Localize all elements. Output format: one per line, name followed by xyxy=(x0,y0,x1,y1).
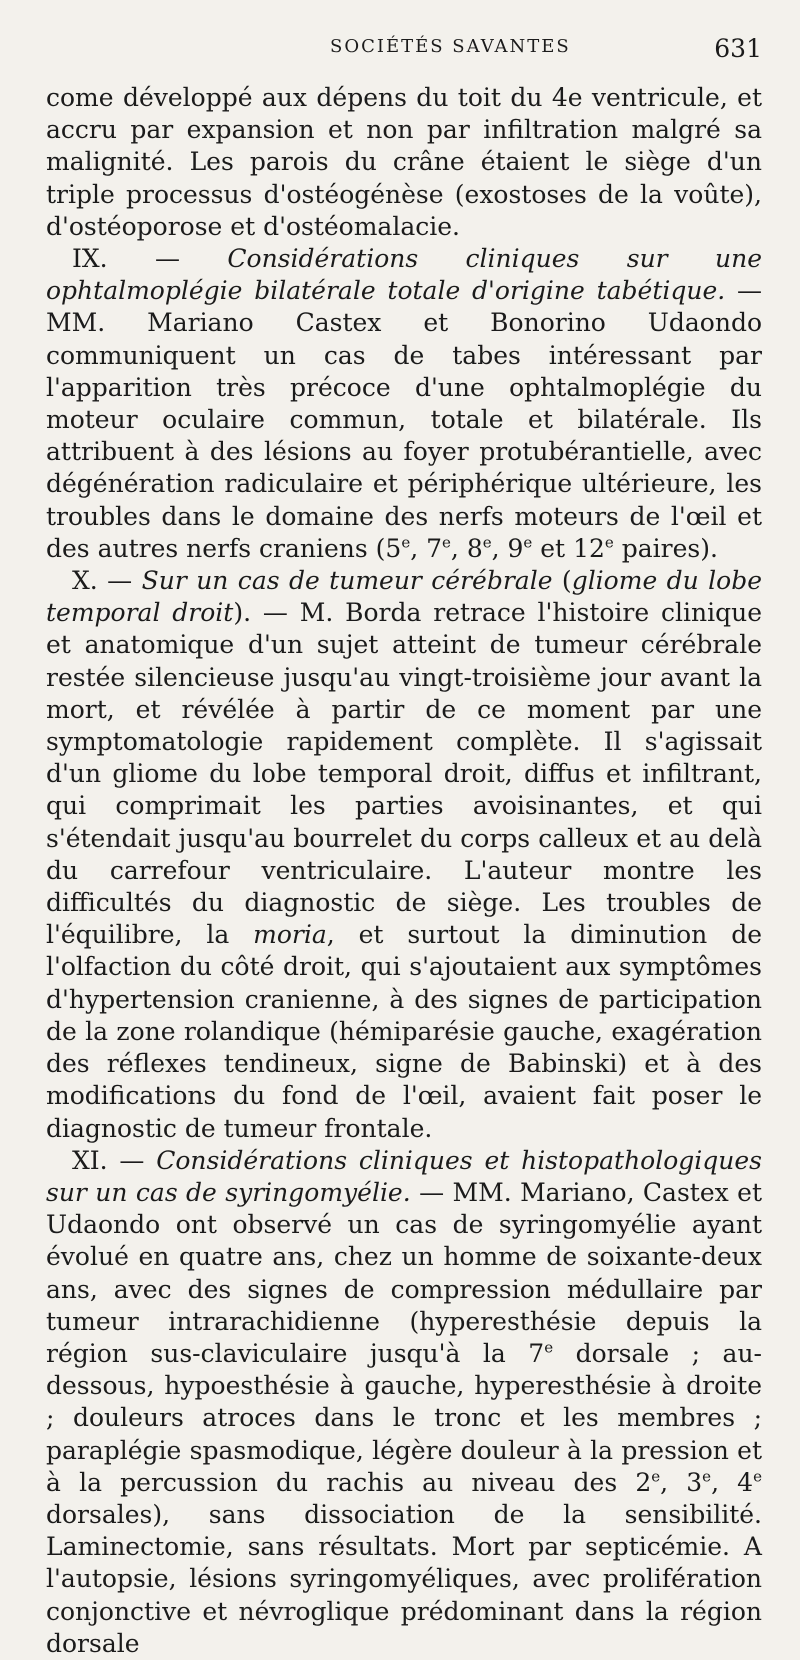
superscript: e xyxy=(604,533,614,552)
superscript: e xyxy=(482,533,492,552)
section-number: X. — xyxy=(72,566,142,596)
paragraph-ix xyxy=(46,243,762,565)
superscript: e xyxy=(651,1467,661,1486)
body-text xyxy=(46,82,762,1660)
separator: , xyxy=(410,533,427,563)
superscript: e xyxy=(523,533,533,552)
page-header xyxy=(46,32,762,82)
section-number: IX. — xyxy=(72,244,228,274)
paragraph-text: — MM. Mariano Castex et Bonorino Udaondo communiquent un cas de tabes intéressant par l'apparition très précoce d'une ophtalmoplégie du moteur oculaire commun, totale et bilatérale. Ils attribuent à des lésions au foyer protubérantielle, avec dégénération radiculaire et périphérique ultérieure, les troubles dans le domaine des nerfs moteurs de l'œil et des autres nerfs craniens ( xyxy=(46,276,762,563)
page-number: 631 xyxy=(714,34,762,63)
separator: , 4 xyxy=(711,1467,754,1497)
paragraph-continuation xyxy=(46,82,762,243)
section-title: Sur un cas de tumeur cérébrale xyxy=(141,566,553,596)
paragraph-text: — MM. Mariano, Castex et Udaondo ont observé un cas de syringomyélie ayant évolué en quatre ans, chez un homme de soixante-deux ans, avec des signes de compression médullaire par tumeur intrarachidienne (hyperesthésie depuis la région sus-claviculaire jusqu'à la 7 xyxy=(46,1177,762,1368)
section-title-paren: ). xyxy=(233,598,252,628)
section-title-paren: ( xyxy=(552,566,572,596)
superscript: e xyxy=(702,1467,712,1486)
paragraph-text: dorsale ; au-dessous, hypoesthésie à gauche, hyperesthésie à droite ; douleurs atroces dans le tronc et les membres ; paraplégie spasmodique, légère douleur à la pression et à la percussion du rachis au niveau des 2 xyxy=(46,1338,762,1497)
paragraph-text: dorsales), sans dissociation de la sensibilité. Laminectomie, sans résultats. Mort par septicémie. A l'autopsie, lésions syringomyéliques, avec prolifération conjonctive et névroglique prédominant dans la région dorsale xyxy=(46,1499,762,1658)
paragraph-text: — M. Borda retrace l'histoire clinique et anatomique d'un sujet atteint de tumeur cérébrale restée silencieuse jusqu'au vingt-troisième jour avant la mort, et révélée à partir de ce moment par une symptomatologie rapidement complète. Il s'agissait d'un gliome du lobe temporal droit, diffus et infiltrant, qui comprimait les parties avoisinantes, et qui s'étendait jusqu'au bourrelet du corps calleux et au delà du carrefour ventriculaire. L'auteur montre les difficultés du diagnostic de siège. Les troubles de l'équilibre, la xyxy=(46,598,762,950)
section-title: Considérations cliniques et histopathologiques sur un cas de syringomyélie. xyxy=(46,1145,762,1207)
superscript: e xyxy=(753,1467,762,1486)
superscript: e xyxy=(442,533,451,552)
section-number: XI. — xyxy=(72,1145,157,1175)
nerve-number: 7 xyxy=(426,533,443,563)
separator: et xyxy=(532,533,574,563)
separator: , xyxy=(450,533,467,563)
superscript: e xyxy=(544,1338,554,1357)
running-head: SOCIÉTÉS SAVANTES xyxy=(330,36,571,57)
paragraph-x xyxy=(46,565,762,1145)
separator: , xyxy=(491,533,508,563)
italic-term: moria xyxy=(253,920,327,950)
section-title: Considérations cliniques sur une ophtalmoplégie bilatérale totale d'origine tabétique. xyxy=(46,244,763,306)
superscript: e xyxy=(401,533,411,552)
nerve-number: 9 xyxy=(507,533,524,563)
section-title-sub: gliome du lobe temporal droit xyxy=(46,566,763,628)
nerve-number: 5 xyxy=(385,533,402,563)
paragraph-text: come développé aux dépens du toit du 4e ventricule, et accru par expansion et non par infiltration malgré sa malignité. Les parois du crâne étaient le siège d'un triple processus d'ostéogénèse (exostoses de la voûte), d'ostéoporose et d'ostéomalacie. xyxy=(46,83,762,241)
separator: , 3 xyxy=(660,1467,703,1497)
nerve-number: 8 xyxy=(466,533,483,563)
paragraph-text: paires). xyxy=(613,533,718,563)
paragraph-xi xyxy=(46,1145,762,1660)
nerve-number: 12 xyxy=(573,533,605,563)
paragraph-text: , et surtout la diminution de l'olfaction du côté droit, qui s'ajoutaient aux symptômes d'hypertension cranienne, à des signes de participation de la zone rolandique (hémiparésie gauche, exagération des réflexes tendineux, signe de Babinski) et à des modifications du fond de l'œil, avaient fait poser le diagnostic de tumeur frontale. xyxy=(46,920,762,1143)
